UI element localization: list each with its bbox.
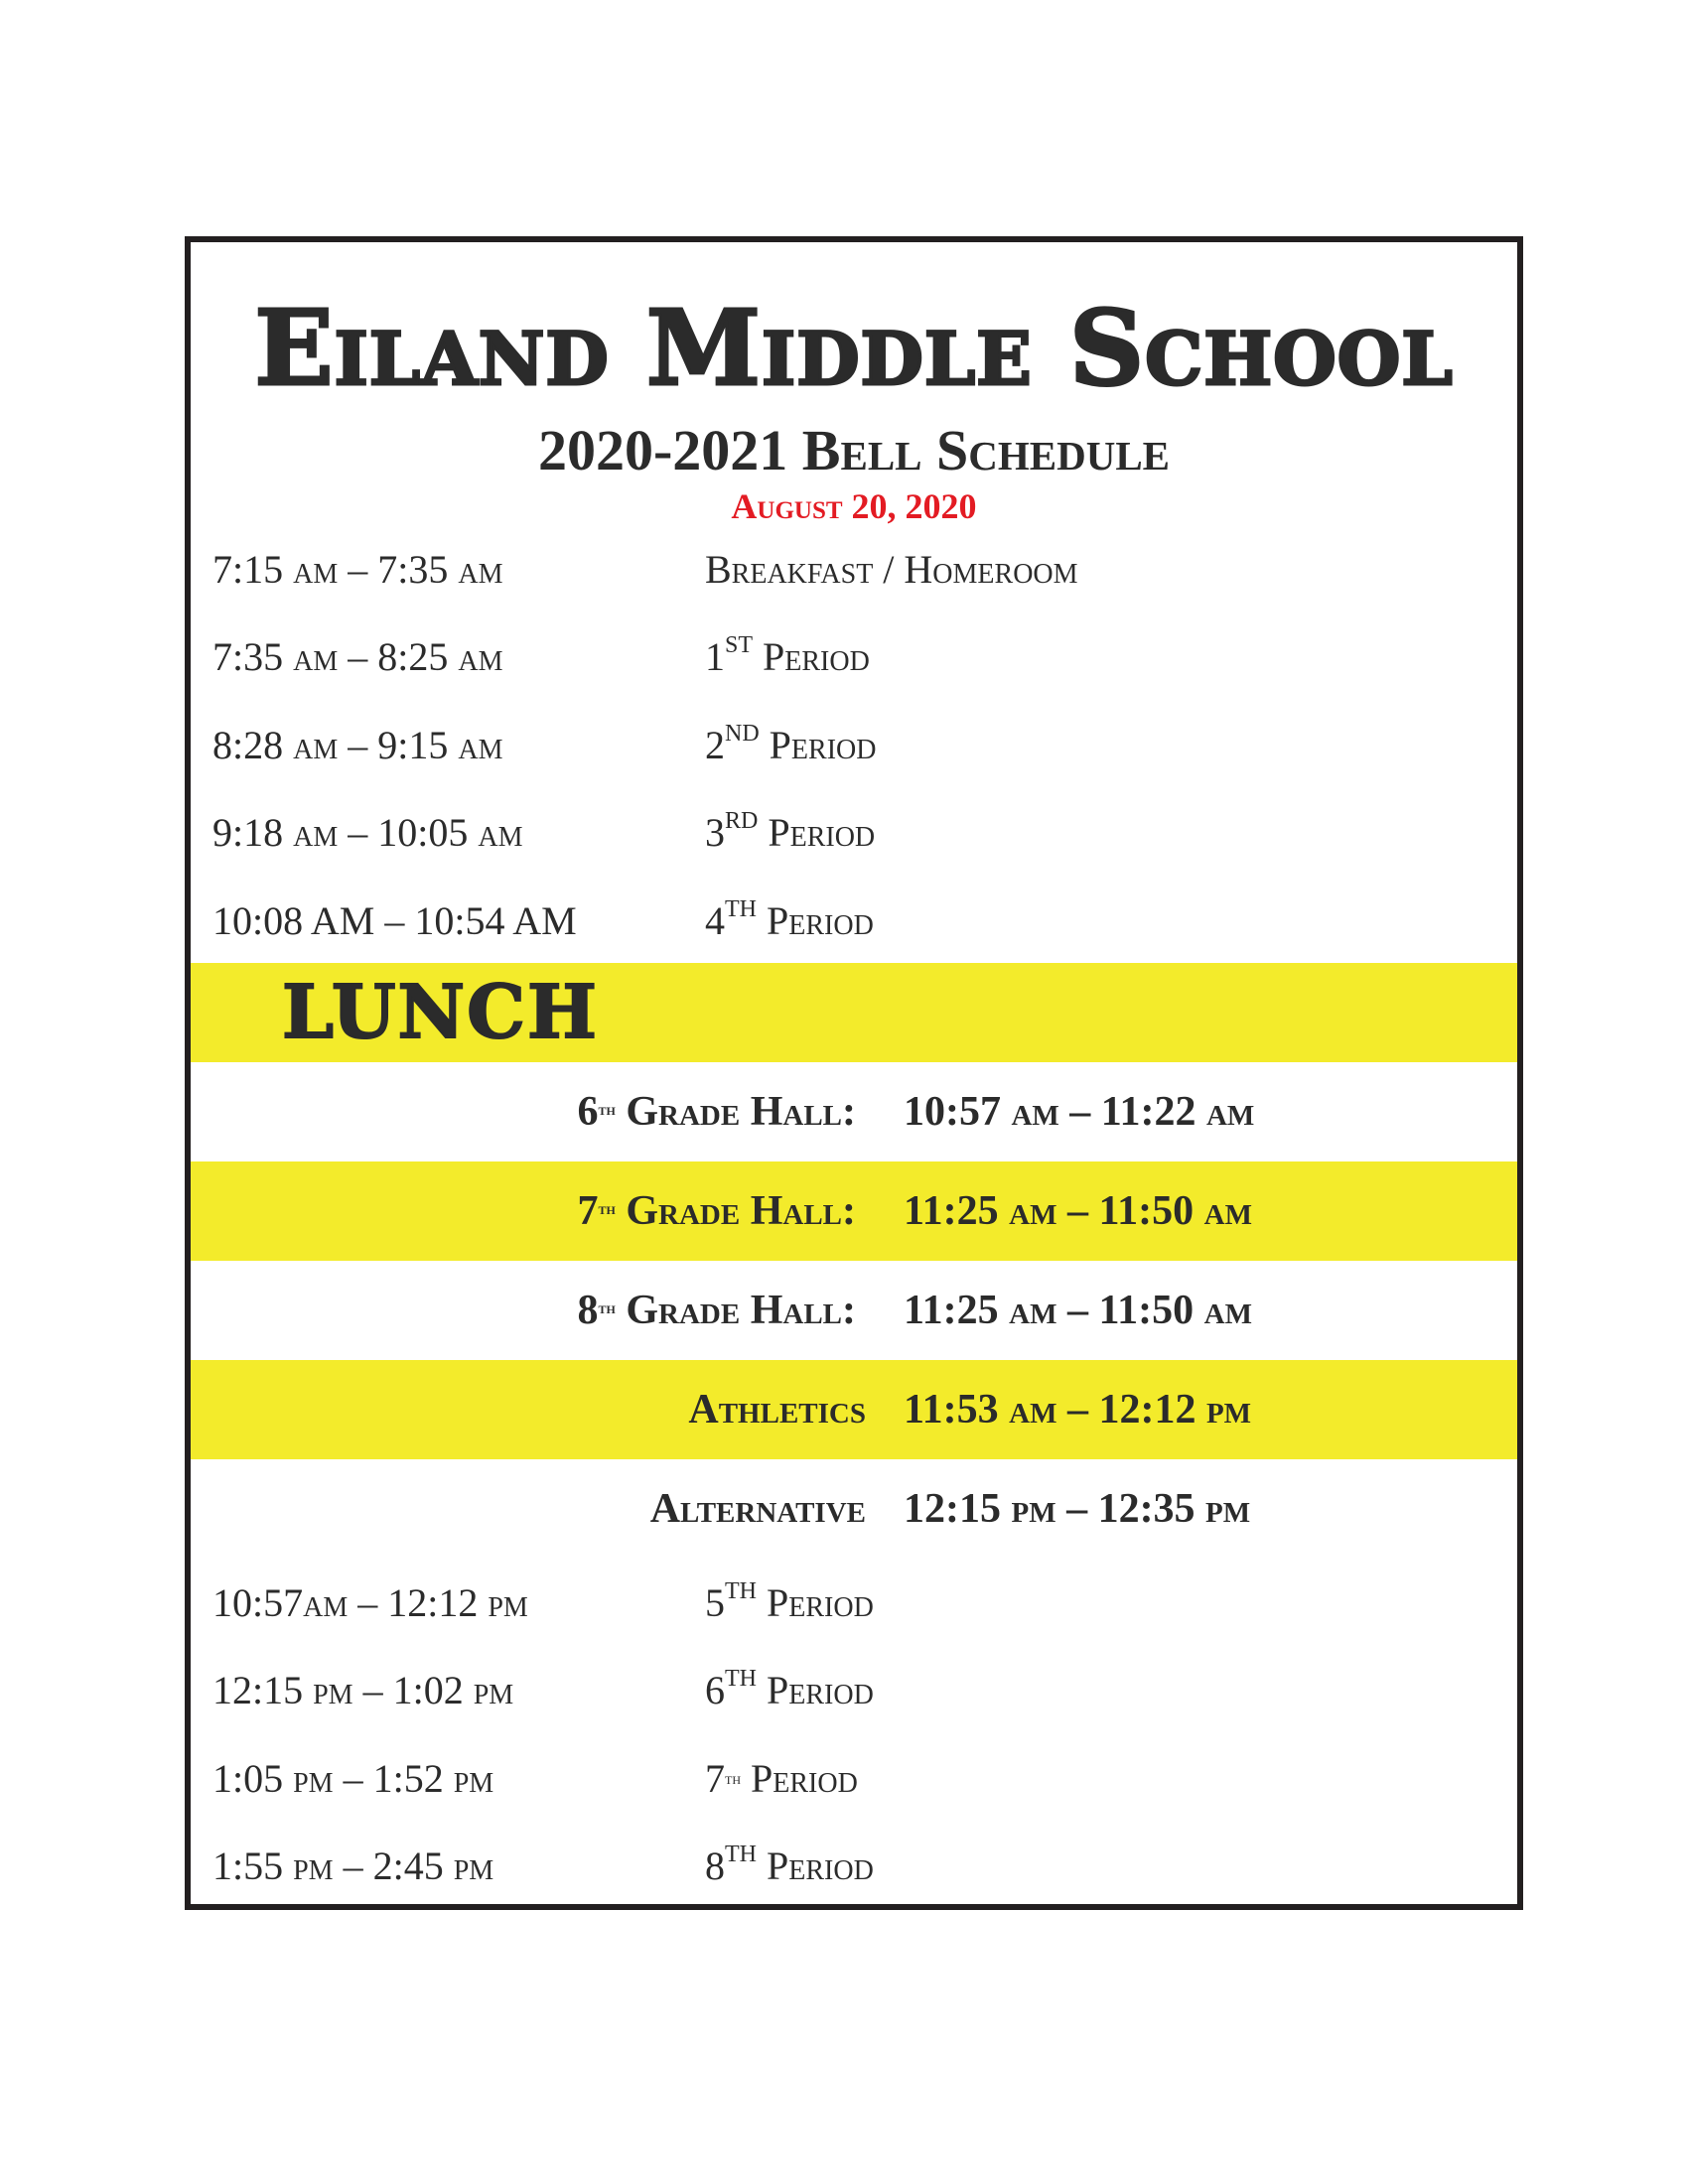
period-time: 9:18 am – 10:05 am	[212, 810, 523, 855]
schedule-subtitle: 2020-2021 Bell Schedule	[537, 418, 1171, 482]
period-time: 1:05 pm – 1:52 pm	[212, 1756, 494, 1801]
lunch-slot	[191, 1261, 1517, 1360]
period-time: 10:08 AM – 10:54 AM	[212, 898, 577, 943]
period-label: 3RD Period	[705, 808, 876, 855]
schedule-frame	[185, 236, 1523, 1910]
lunch-time: 11:25 am – 11:50 am	[904, 1188, 1252, 1234]
period-time: 7:15 am – 7:35 am	[212, 547, 503, 592]
period-label: 7TH Period	[705, 1756, 858, 1801]
period-label: 8TH Period	[705, 1842, 874, 1888]
schedule-row	[191, 716, 1517, 775]
school-title: Eiland Middle School	[254, 287, 1454, 409]
lunch-time: 11:25 am – 11:50 am	[904, 1288, 1252, 1333]
lunch-time: 10:57 am – 11:22 am	[904, 1089, 1255, 1135]
lunch-title: LUNCH	[282, 970, 599, 1055]
period-label: 5TH Period	[705, 1578, 874, 1625]
schedule-row	[191, 803, 1517, 863]
lunch-group: 6TH Grade Hall:	[577, 1089, 856, 1135]
period-label: 2ND Period	[705, 721, 877, 767]
lunch-time: 12:15 pm – 12:35 pm	[904, 1486, 1251, 1532]
lunch-time: 11:53 am – 12:12 pm	[904, 1387, 1252, 1433]
lunch-slot	[191, 1161, 1517, 1261]
schedule-row	[191, 1573, 1517, 1633]
lunch-slot	[191, 1360, 1517, 1459]
period-time: 8:28 am – 9:15 am	[212, 723, 503, 767]
lunch-slot	[191, 1459, 1517, 1559]
lunch-group: 8TH Grade Hall:	[577, 1288, 856, 1333]
schedule-row	[191, 1749, 1517, 1809]
schedule-row	[191, 1837, 1517, 1896]
lunch-group: Athletics	[688, 1387, 866, 1433]
schedule-row	[191, 540, 1517, 600]
period-label: Breakfast / Homeroom	[705, 547, 1078, 592]
schedule-date: August 20, 2020	[731, 486, 977, 526]
period-time: 10:57am – 12:12 pm	[212, 1580, 528, 1625]
period-label: 1ST Period	[705, 632, 870, 679]
lunch-group: Alternative	[649, 1486, 866, 1532]
lunch-group: 7TH Grade Hall:	[577, 1188, 856, 1234]
schedule-row	[191, 627, 1517, 687]
schedule-row	[191, 891, 1517, 951]
period-label: 4TH Period	[705, 896, 874, 943]
period-time: 12:15 pm – 1:02 pm	[212, 1668, 514, 1712]
period-time: 1:55 pm – 2:45 pm	[212, 1843, 494, 1888]
schedule-row	[191, 1661, 1517, 1720]
lunch-header-band	[191, 963, 1517, 1062]
lunch-slot	[191, 1062, 1517, 1161]
period-label: 6TH Period	[705, 1666, 874, 1712]
period-time: 7:35 am – 8:25 am	[212, 634, 503, 679]
